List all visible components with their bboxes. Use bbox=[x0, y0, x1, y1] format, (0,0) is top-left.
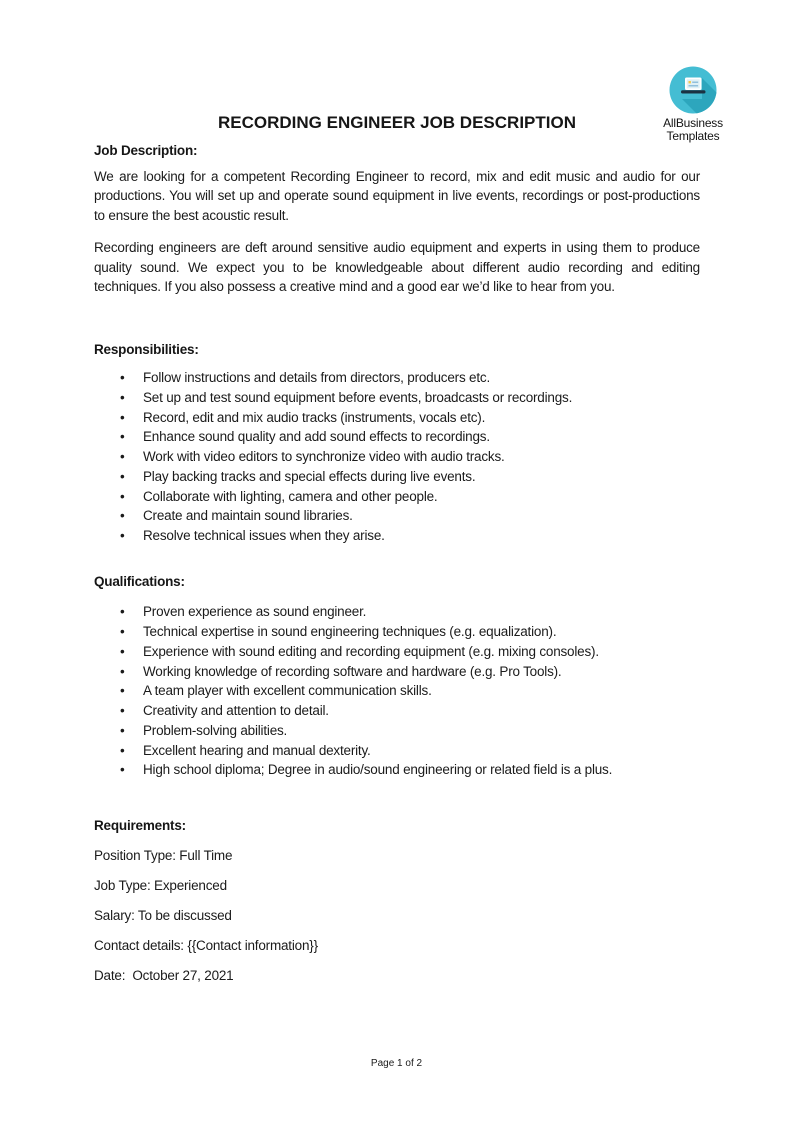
list-item: • Record, edit and mix audio tracks (instruments, vocals etc). bbox=[94, 408, 700, 428]
logo-text bbox=[661, 117, 725, 143]
list-item: • Creativity and attention to detail. bbox=[94, 701, 700, 721]
requirement-salary: Salary: To be discussed bbox=[94, 908, 232, 923]
list-item: • Create and maintain sound libraries. bbox=[94, 506, 700, 526]
document-title: RECORDING ENGINEER JOB DESCRIPTION bbox=[218, 113, 576, 132]
requirement-job-type: Job Type: Experienced bbox=[94, 878, 227, 893]
heading-requirements: Requirements: bbox=[94, 818, 186, 833]
list-item: • Play backing tracks and special effects during live events. bbox=[94, 467, 700, 487]
logo-text-line1: AllBusiness bbox=[663, 116, 723, 130]
list-item: • Working knowledge of recording software and hardware (e.g. Pro Tools). bbox=[94, 662, 700, 682]
responsibilities-list bbox=[94, 368, 700, 546]
page-number-footer: Page 1 of 2 bbox=[370, 1058, 423, 1069]
list-item: • Set up and test sound equipment before events, broadcasts or recordings. bbox=[94, 388, 700, 408]
list-item: • High school diploma; Degree in audio/sound engineering or related field is a plus. bbox=[94, 760, 700, 780]
list-item: • A team player with excellent communication skills. bbox=[94, 681, 700, 701]
heading-responsibilities: Responsibilities: bbox=[94, 341, 199, 357]
list-item: • Technical expertise in sound engineering techniques (e.g. equalization). bbox=[94, 622, 700, 642]
list-item: • Experience with sound editing and recording equipment (e.g. mixing consoles). bbox=[94, 642, 700, 662]
heading-qualifications: Qualifications: bbox=[94, 573, 185, 589]
list-item: • Resolve technical issues when they arise. bbox=[94, 526, 700, 546]
list-item: • Enhance sound quality and add sound effects to recordings. bbox=[94, 427, 700, 447]
list-item: • Work with video editors to synchronize video with audio tracks. bbox=[94, 447, 700, 467]
logo-text-line2: Templates bbox=[666, 129, 720, 143]
qualifications-list bbox=[94, 602, 700, 780]
laptop-icon bbox=[669, 66, 717, 114]
requirement-position-type: Position Type: Full Time bbox=[94, 848, 233, 863]
allbusiness-logo bbox=[661, 66, 725, 143]
list-item: • Follow instructions and details from directors, producers etc. bbox=[94, 368, 700, 388]
list-item: • Collaborate with lighting, camera and other people. bbox=[94, 487, 700, 507]
list-item: • Problem-solving abilities. bbox=[94, 721, 700, 741]
job-description-paragraph-2: Recording engineers are deft around sensitive audio equipment and experts in using them to produce quality sound. We expect you to be knowledgeable about different audio recording and editing techniques. If you also possess a creative mind and a good ear we’d like to hear from you. bbox=[94, 240, 700, 294]
requirement-date: Date: October 27, 2021 bbox=[94, 968, 234, 983]
heading-job-description: Job Description: bbox=[94, 143, 198, 158]
list-item: • Proven experience as sound engineer. bbox=[94, 602, 700, 622]
job-description-paragraph-1: We are looking for a competent Recording Engineer to record, mix and edit music and audio for our productions. You will set up and operate sound equipment in live events, recordings or post-productions to ensure the best acoustic result. bbox=[94, 168, 700, 223]
list-item: • Excellent hearing and manual dexterity. bbox=[94, 741, 700, 761]
requirement-contact-details: Contact details: {{Contact information}} bbox=[94, 938, 318, 953]
